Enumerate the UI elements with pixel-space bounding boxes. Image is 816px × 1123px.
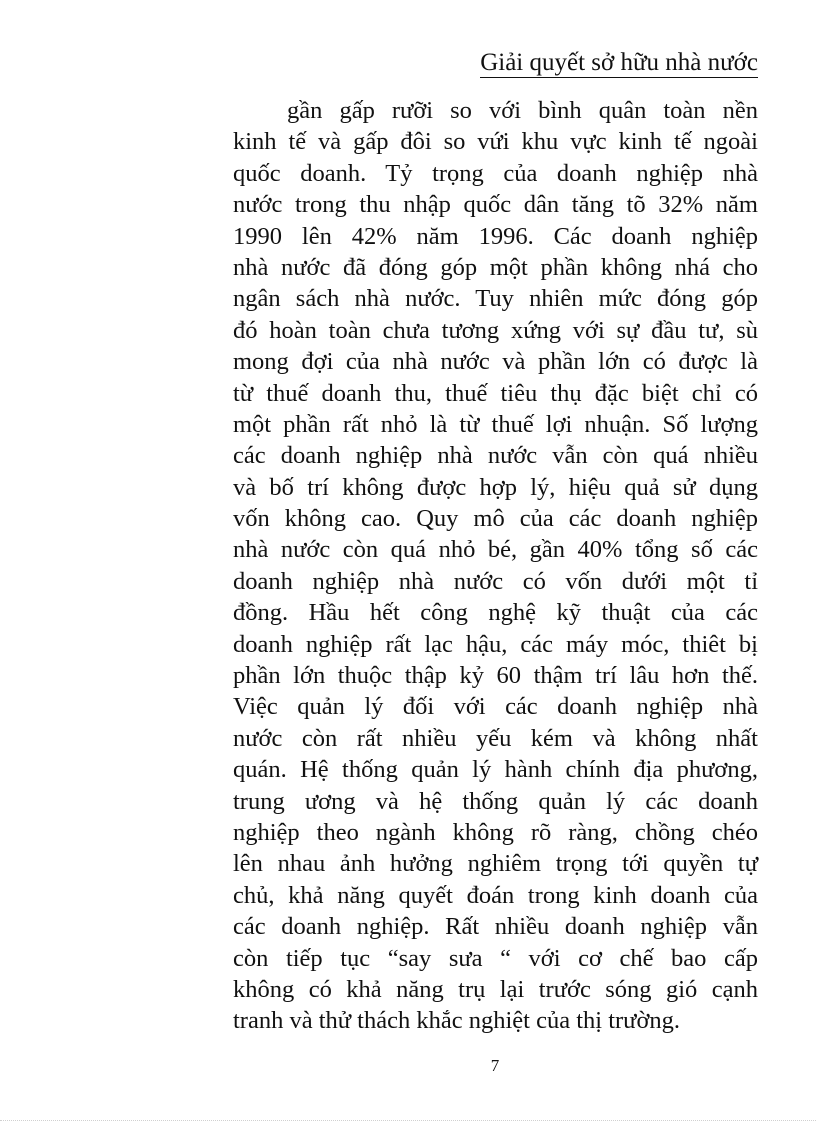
text-line: quán. Hệ thống quản lý hành chính địa phương,: [233, 756, 758, 784]
text-line: và bố trí không được hợp lý, hiệu quả sử dụng: [233, 473, 758, 501]
text-line: tranh và thử thách khắc nghiệt của thị trường.: [233, 1007, 681, 1035]
text-line: mong đợi của nhà nước và phần lớn có được là: [233, 348, 758, 376]
text-line: quốc doanh. Tỷ trọng của doanh nghiệp nhà: [233, 159, 758, 187]
text-line: ngân sách nhà nước. Tuy nhiên mức đóng góp: [233, 285, 758, 313]
running-header-title: Giải quyết sở hữu nhà nước: [480, 49, 758, 76]
text-line: còn tiếp tục “say sưa “ với cơ chế bao cấp: [233, 944, 758, 972]
text-line: đồng. Hầu hết công nghệ kỹ thuật của các: [233, 599, 758, 627]
text-line: 1990 lên 42% năm 1996. Các doanh nghiệp: [233, 222, 758, 250]
text-line: từ thuế doanh thu, thuế tiêu thụ đặc biệt chỉ có: [233, 379, 758, 407]
text-line: một phần rất nhỏ là từ thuế lợi nhuận. Số lượng: [233, 410, 758, 438]
text-line: nước trong thu nhập quốc dân tăng tõ 32% năm: [233, 191, 758, 219]
text-line: phần lớn thuộc thập kỷ 60 thậm trí lâu hơn thế.: [233, 662, 758, 690]
text-line: đó hoàn toàn chưa tương xứng với sự đầu tư, sù: [233, 316, 758, 344]
text-line: doanh nghiệp nhà nước có vốn dưới một tỉ: [233, 567, 758, 595]
text-line: lên nhau ảnh hưởng nghiêm trọng tới quyền tự: [233, 850, 758, 878]
text-line: Việc quản lý đối với các doanh nghiệp nhà: [233, 693, 758, 721]
page-bottom-divider: [0, 1120, 816, 1121]
text-line: vốn không cao. Quy mô của các doanh nghiệp: [233, 505, 758, 533]
text-line: nhà nước đã đóng góp một phần không nhá cho: [233, 253, 758, 281]
text-line: doanh nghiệp rất lạc hậu, các máy móc, thiêt bị: [233, 630, 758, 658]
text-line: các doanh nghiệp. Rất nhiều doanh nghiệp vẫn: [233, 913, 758, 941]
body-paragraph: [233, 95, 758, 1037]
text-line: nhà nước còn quá nhỏ bé, gần 40% tổng số các: [233, 536, 758, 564]
text-line: trung ương và hệ thống quản lý các doanh: [233, 787, 758, 815]
text-line: các doanh nghiệp nhà nước vẫn còn quá nhiều: [233, 442, 758, 470]
text-line: nước còn rất nhiều yếu kém và không nhất: [233, 724, 758, 752]
text-line: kinh tế và gấp đôi so vứi khu vực kinh tế ngoài: [233, 128, 758, 156]
text-line: nghiệp theo ngành không rõ ràng, chồng chéo: [233, 818, 758, 846]
text-line: chủ, khả năng quyết đoán trong kinh doanh của: [233, 881, 758, 909]
running-header: [233, 46, 758, 80]
page-number: 7: [490, 1056, 500, 1075]
text-line: gần gấp rưỡi so với bình quân toàn nền: [287, 97, 758, 124]
text-line: không có khả năng trụ lại trước sóng gió cạnh: [233, 975, 758, 1003]
